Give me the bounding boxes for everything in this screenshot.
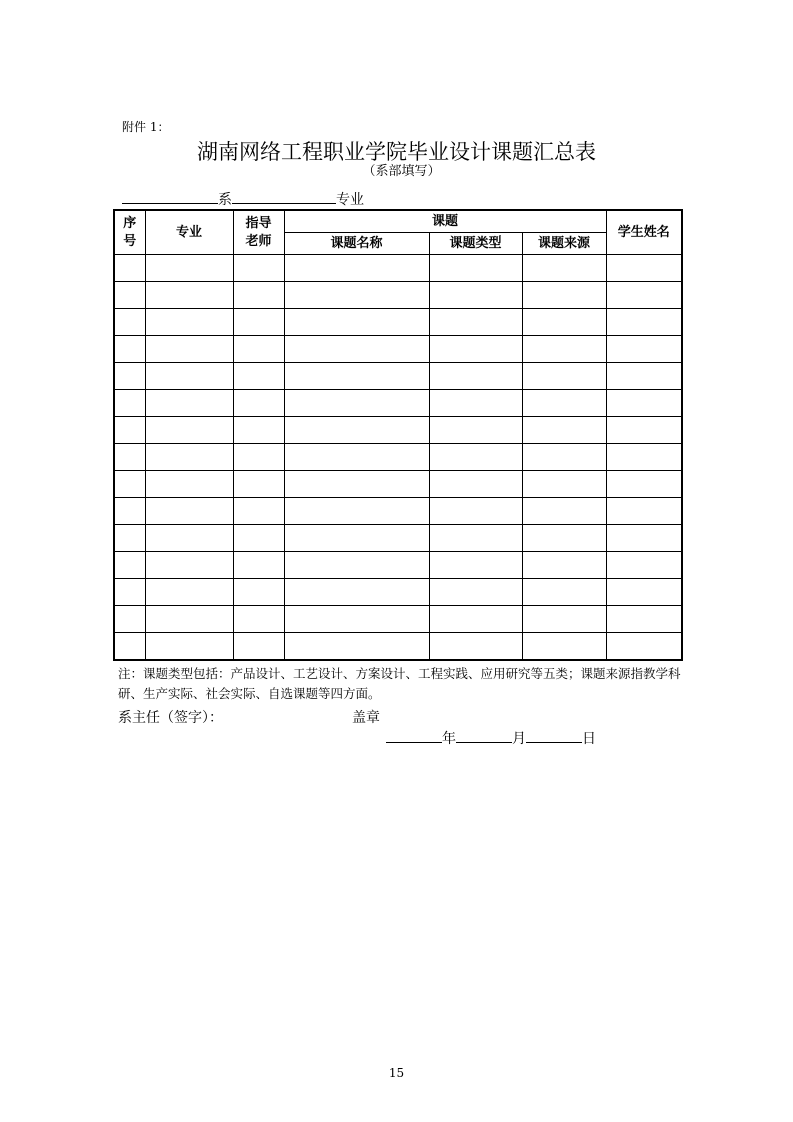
table-row xyxy=(114,363,682,390)
table-body xyxy=(114,255,682,660)
table-row xyxy=(114,471,682,498)
table-row xyxy=(114,579,682,606)
header-student-name: 学生姓名 xyxy=(606,210,682,255)
cell-student-name xyxy=(606,471,682,498)
major-blank xyxy=(232,191,336,204)
page-title: 湖南网络工程职业学院毕业设计课题汇总表 xyxy=(197,140,596,164)
seal-label: 盖章 xyxy=(352,710,380,726)
day-blank xyxy=(526,730,582,743)
cell-major xyxy=(145,633,233,660)
cell-student-name xyxy=(606,390,682,417)
cell-major xyxy=(145,579,233,606)
cell-student-name xyxy=(606,633,682,660)
table-row xyxy=(114,417,682,444)
cell-topic-type xyxy=(429,282,522,309)
dept-blank xyxy=(122,191,218,204)
cell-seq xyxy=(114,552,145,579)
day-label: 日 xyxy=(582,731,596,747)
cell-major xyxy=(145,255,233,282)
table-row xyxy=(114,525,682,552)
cell-seq xyxy=(114,579,145,606)
cell-teacher xyxy=(233,363,284,390)
table-row xyxy=(114,444,682,471)
table-row xyxy=(114,309,682,336)
cell-topic-type xyxy=(429,363,522,390)
page-subtitle: （系部填写） xyxy=(362,164,441,179)
table-row xyxy=(114,498,682,525)
dept-major-line xyxy=(122,189,364,209)
cell-topic-source xyxy=(522,309,606,336)
cell-topic-source xyxy=(522,363,606,390)
header-topic-name: 课题名称 xyxy=(284,233,429,255)
cell-topic-source xyxy=(522,336,606,363)
cell-topic-name xyxy=(284,444,429,471)
cell-student-name xyxy=(606,282,682,309)
header-major: 专业 xyxy=(145,210,233,255)
cell-teacher xyxy=(233,417,284,444)
attachment-label: 附件 1： xyxy=(122,120,170,134)
cell-teacher xyxy=(233,309,284,336)
cell-seq xyxy=(114,444,145,471)
header-topic-source: 课题来源 xyxy=(522,233,606,255)
cell-topic-source xyxy=(522,444,606,471)
cell-seq xyxy=(114,417,145,444)
cell-teacher xyxy=(233,552,284,579)
cell-topic-name xyxy=(284,606,429,633)
cell-topic-name xyxy=(284,255,429,282)
cell-major xyxy=(145,552,233,579)
cell-major xyxy=(145,498,233,525)
cell-teacher xyxy=(233,336,284,363)
cell-topic-name xyxy=(284,633,429,660)
month-label: 月 xyxy=(512,731,526,747)
date-line xyxy=(386,728,596,748)
cell-topic-name xyxy=(284,390,429,417)
cell-topic-type xyxy=(429,471,522,498)
cell-topic-name xyxy=(284,417,429,444)
cell-teacher xyxy=(233,255,284,282)
year-blank xyxy=(386,730,442,743)
table-row xyxy=(114,336,682,363)
cell-seq xyxy=(114,390,145,417)
cell-topic-type xyxy=(429,633,522,660)
cell-major xyxy=(145,336,233,363)
table-row xyxy=(114,282,682,309)
cell-seq xyxy=(114,363,145,390)
cell-major xyxy=(145,282,233,309)
cell-topic-source xyxy=(522,633,606,660)
cell-topic-type xyxy=(429,552,522,579)
cell-topic-source xyxy=(522,255,606,282)
cell-topic-source xyxy=(522,417,606,444)
table-row xyxy=(114,255,682,282)
header-topic-type: 课题类型 xyxy=(429,233,522,255)
cell-topic-type xyxy=(429,390,522,417)
cell-major xyxy=(145,606,233,633)
cell-student-name xyxy=(606,417,682,444)
cell-student-name xyxy=(606,606,682,633)
cell-student-name xyxy=(606,444,682,471)
cell-topic-source xyxy=(522,552,606,579)
year-label: 年 xyxy=(442,731,456,747)
table-row xyxy=(114,390,682,417)
cell-major xyxy=(145,390,233,417)
signer-label: 系主任（签字）： xyxy=(118,710,223,726)
cell-student-name xyxy=(606,309,682,336)
cell-topic-type xyxy=(429,498,522,525)
cell-major xyxy=(145,525,233,552)
table-row xyxy=(114,606,682,633)
cell-teacher xyxy=(233,633,284,660)
cell-topic-name xyxy=(284,363,429,390)
cell-topic-name xyxy=(284,525,429,552)
cell-seq xyxy=(114,282,145,309)
cell-topic-source xyxy=(522,498,606,525)
cell-seq xyxy=(114,255,145,282)
cell-major xyxy=(145,363,233,390)
cell-student-name xyxy=(606,255,682,282)
cell-topic-type xyxy=(429,309,522,336)
cell-seq xyxy=(114,471,145,498)
cell-teacher xyxy=(233,471,284,498)
cell-topic-name xyxy=(284,336,429,363)
cell-student-name xyxy=(606,525,682,552)
note-text: 注：课题类型包括：产品设计、工艺设计、方案设计、工程实践、应用研究等五类；课题来源指教学科研、生产实际、社会实际、自选课题等四方面。 xyxy=(118,666,681,701)
cell-topic-source xyxy=(522,525,606,552)
dept-suffix: 系 xyxy=(218,192,232,208)
page-number: 15 xyxy=(388,1066,405,1080)
cell-topic-type xyxy=(429,525,522,552)
cell-topic-source xyxy=(522,579,606,606)
cell-seq xyxy=(114,633,145,660)
cell-seq xyxy=(114,336,145,363)
cell-topic-source xyxy=(522,390,606,417)
cell-teacher xyxy=(233,444,284,471)
cell-topic-name xyxy=(284,579,429,606)
cell-major xyxy=(145,309,233,336)
cell-seq xyxy=(114,498,145,525)
cell-topic-type xyxy=(429,606,522,633)
cell-major xyxy=(145,444,233,471)
cell-teacher xyxy=(233,498,284,525)
cell-topic-name xyxy=(284,552,429,579)
month-blank xyxy=(456,730,512,743)
topic-summary-table xyxy=(113,209,683,661)
cell-seq xyxy=(114,525,145,552)
cell-topic-name xyxy=(284,498,429,525)
cell-topic-name xyxy=(284,309,429,336)
cell-topic-source xyxy=(522,606,606,633)
cell-topic-source xyxy=(522,282,606,309)
cell-topic-type xyxy=(429,579,522,606)
cell-student-name xyxy=(606,579,682,606)
cell-student-name xyxy=(606,552,682,579)
cell-major xyxy=(145,471,233,498)
cell-topic-type xyxy=(429,255,522,282)
cell-student-name xyxy=(606,363,682,390)
cell-topic-name xyxy=(284,471,429,498)
cell-student-name xyxy=(606,336,682,363)
cell-teacher xyxy=(233,606,284,633)
cell-major xyxy=(145,417,233,444)
cell-topic-type xyxy=(429,417,522,444)
cell-topic-type xyxy=(429,336,522,363)
table-row xyxy=(114,633,682,660)
cell-topic-type xyxy=(429,444,522,471)
table-row xyxy=(114,552,682,579)
cell-student-name xyxy=(606,498,682,525)
cell-teacher xyxy=(233,525,284,552)
cell-topic-name xyxy=(284,282,429,309)
header-teacher: 指导 老师 xyxy=(233,210,284,255)
cell-teacher xyxy=(233,282,284,309)
major-suffix: 专业 xyxy=(336,192,364,208)
cell-teacher xyxy=(233,579,284,606)
cell-topic-source xyxy=(522,471,606,498)
header-seq: 序 号 xyxy=(114,210,145,255)
cell-seq xyxy=(114,606,145,633)
cell-teacher xyxy=(233,390,284,417)
cell-seq xyxy=(114,309,145,336)
header-topic-group: 课题 xyxy=(284,210,606,233)
